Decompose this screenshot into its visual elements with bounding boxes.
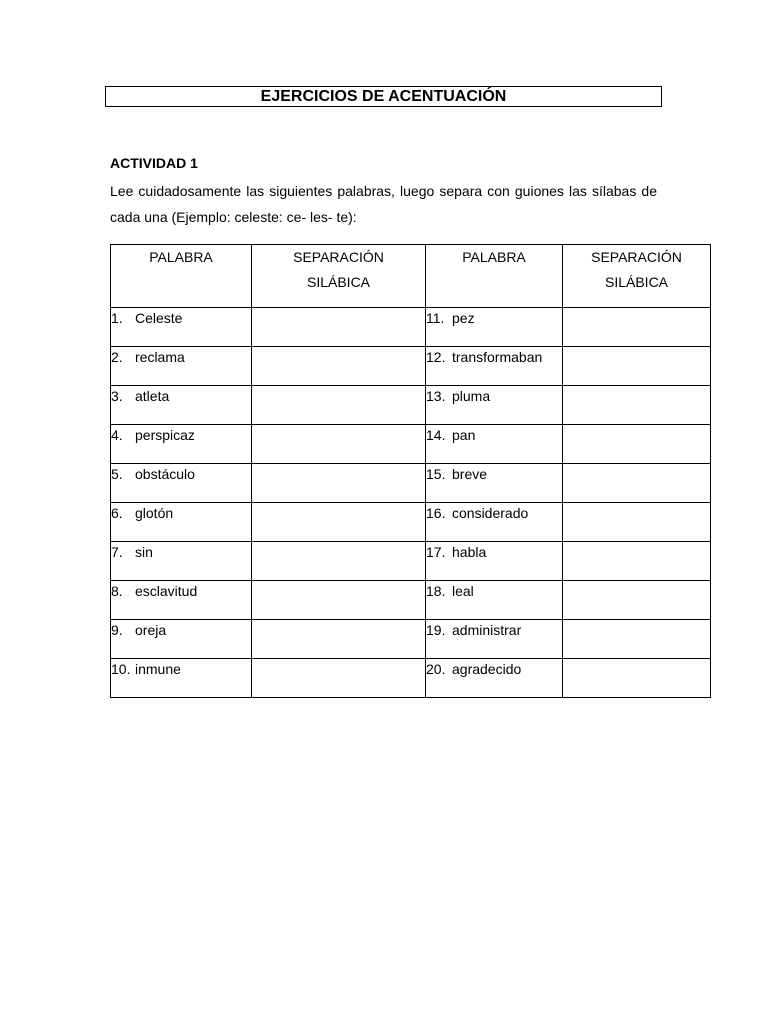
word-text: pluma [452, 388, 491, 404]
separation-answer-cell-left[interactable] [252, 308, 426, 347]
table-row [111, 542, 711, 581]
word-cell-left [111, 659, 252, 698]
word-cell-right [426, 542, 563, 581]
word-number: 6. [111, 505, 123, 521]
word-text: perspicaz [135, 427, 195, 443]
word-number: 19. [426, 622, 446, 638]
word-text: inmune [135, 661, 181, 677]
separation-answer-cell-right[interactable] [563, 386, 711, 425]
word-cell-right [426, 347, 563, 386]
header-word-right [426, 245, 563, 308]
separation-answer-cell-left[interactable] [252, 464, 426, 503]
word-cell-left [111, 347, 252, 386]
word-cell-left [111, 503, 252, 542]
word-cell-right [426, 659, 563, 698]
table-row [111, 347, 711, 386]
table-row [111, 620, 711, 659]
header-separation-right-line1: SEPARACIÓN [591, 249, 682, 265]
word-number: 2. [111, 349, 123, 365]
word-text: agradecido [452, 661, 522, 677]
word-cell-left [111, 620, 252, 659]
header-word-left [111, 245, 252, 308]
separation-answer-cell-left[interactable] [252, 542, 426, 581]
word-number: 18. [426, 583, 446, 599]
word-text: administrar [452, 622, 522, 638]
separation-answer-cell-left[interactable] [252, 581, 426, 620]
word-cell-left [111, 425, 252, 464]
word-cell-right [426, 386, 563, 425]
word-cell-right [426, 620, 563, 659]
table-row [111, 503, 711, 542]
separation-answer-cell-right[interactable] [563, 581, 711, 620]
word-cell-right [426, 503, 563, 542]
separation-answer-cell-left[interactable] [252, 425, 426, 464]
separation-answer-cell-right[interactable] [563, 308, 711, 347]
header-separation-left [252, 245, 426, 308]
word-number: 14. [426, 427, 446, 443]
word-number: 10. [111, 661, 131, 677]
activity-heading: ACTIVIDAD 1 [110, 155, 198, 171]
separation-answer-cell-right[interactable] [563, 542, 711, 581]
word-number: 11. [426, 310, 445, 326]
word-text: transformaban [452, 349, 543, 365]
word-cell-left [111, 464, 252, 503]
separation-answer-cell-right[interactable] [563, 659, 711, 698]
word-text: pan [452, 427, 476, 443]
word-text: oreja [135, 622, 167, 638]
header-separation-right [563, 245, 711, 308]
table-row [111, 464, 711, 503]
separation-answer-cell-left[interactable] [252, 620, 426, 659]
table-row [111, 581, 711, 620]
word-number: 9. [111, 622, 123, 638]
word-text: obstáculo [135, 466, 195, 482]
word-text: Celeste [135, 310, 183, 326]
word-text: atleta [135, 388, 170, 404]
header-word-left-label: PALABRA [149, 249, 213, 265]
word-cell-right [426, 308, 563, 347]
word-text: considerado [452, 505, 529, 521]
word-cell-left [111, 581, 252, 620]
word-number: 13. [426, 388, 446, 404]
activity-instructions: Lee cuidadosamente las siguientes palabras, luego separa con guiones las sílabas de cada una (Ejemplo: celeste: ce- les- te): [110, 183, 657, 225]
syllable-table [110, 244, 711, 698]
word-cell-right [426, 425, 563, 464]
table-body [111, 308, 711, 698]
table-header-row [111, 245, 711, 308]
word-number: 16. [426, 505, 446, 521]
separation-answer-cell-left[interactable] [252, 347, 426, 386]
word-cell-left [111, 308, 252, 347]
word-number: 3. [111, 388, 123, 404]
word-text: esclavitud [135, 583, 198, 599]
separation-answer-cell-right[interactable] [563, 503, 711, 542]
header-separation-left-line2: SILÁBICA [306, 274, 371, 290]
word-text: breve [452, 466, 488, 482]
header-word-right-label: PALABRA [462, 249, 526, 265]
header-separation-right-line2: SILÁBICA [604, 274, 669, 290]
separation-answer-cell-left[interactable] [252, 659, 426, 698]
word-cell-right [426, 581, 563, 620]
word-number: 1. [111, 310, 123, 326]
word-number: 17. [426, 544, 446, 560]
word-text: sin [135, 544, 153, 560]
word-text: reclama [135, 349, 185, 365]
word-cell-left [111, 386, 252, 425]
separation-answer-cell-right[interactable] [563, 347, 711, 386]
table-row [111, 425, 711, 464]
word-number: 5. [111, 466, 123, 482]
word-number: 12. [426, 349, 446, 365]
word-text: habla [452, 544, 487, 560]
word-number: 15. [426, 466, 446, 482]
separation-answer-cell-left[interactable] [252, 503, 426, 542]
document-title: EJERCICIOS DE ACENTUACIÓN [105, 86, 662, 107]
word-text: pez [452, 310, 475, 326]
separation-answer-cell-left[interactable] [252, 386, 426, 425]
separation-answer-cell-right[interactable] [563, 425, 711, 464]
word-number: 7. [111, 544, 123, 560]
header-separation-left-line1: SEPARACIÓN [293, 249, 384, 265]
table-row [111, 308, 711, 347]
word-number: 20. [426, 661, 446, 677]
word-text: leal [452, 583, 474, 599]
word-number: 4. [111, 427, 123, 443]
separation-answer-cell-right[interactable] [563, 620, 711, 659]
word-text: glotón [135, 505, 174, 521]
table-row [111, 659, 711, 698]
table-row [111, 386, 711, 425]
word-number: 8. [111, 583, 123, 599]
word-cell-right [426, 464, 563, 503]
separation-answer-cell-right[interactable] [563, 464, 711, 503]
word-cell-left [111, 542, 252, 581]
